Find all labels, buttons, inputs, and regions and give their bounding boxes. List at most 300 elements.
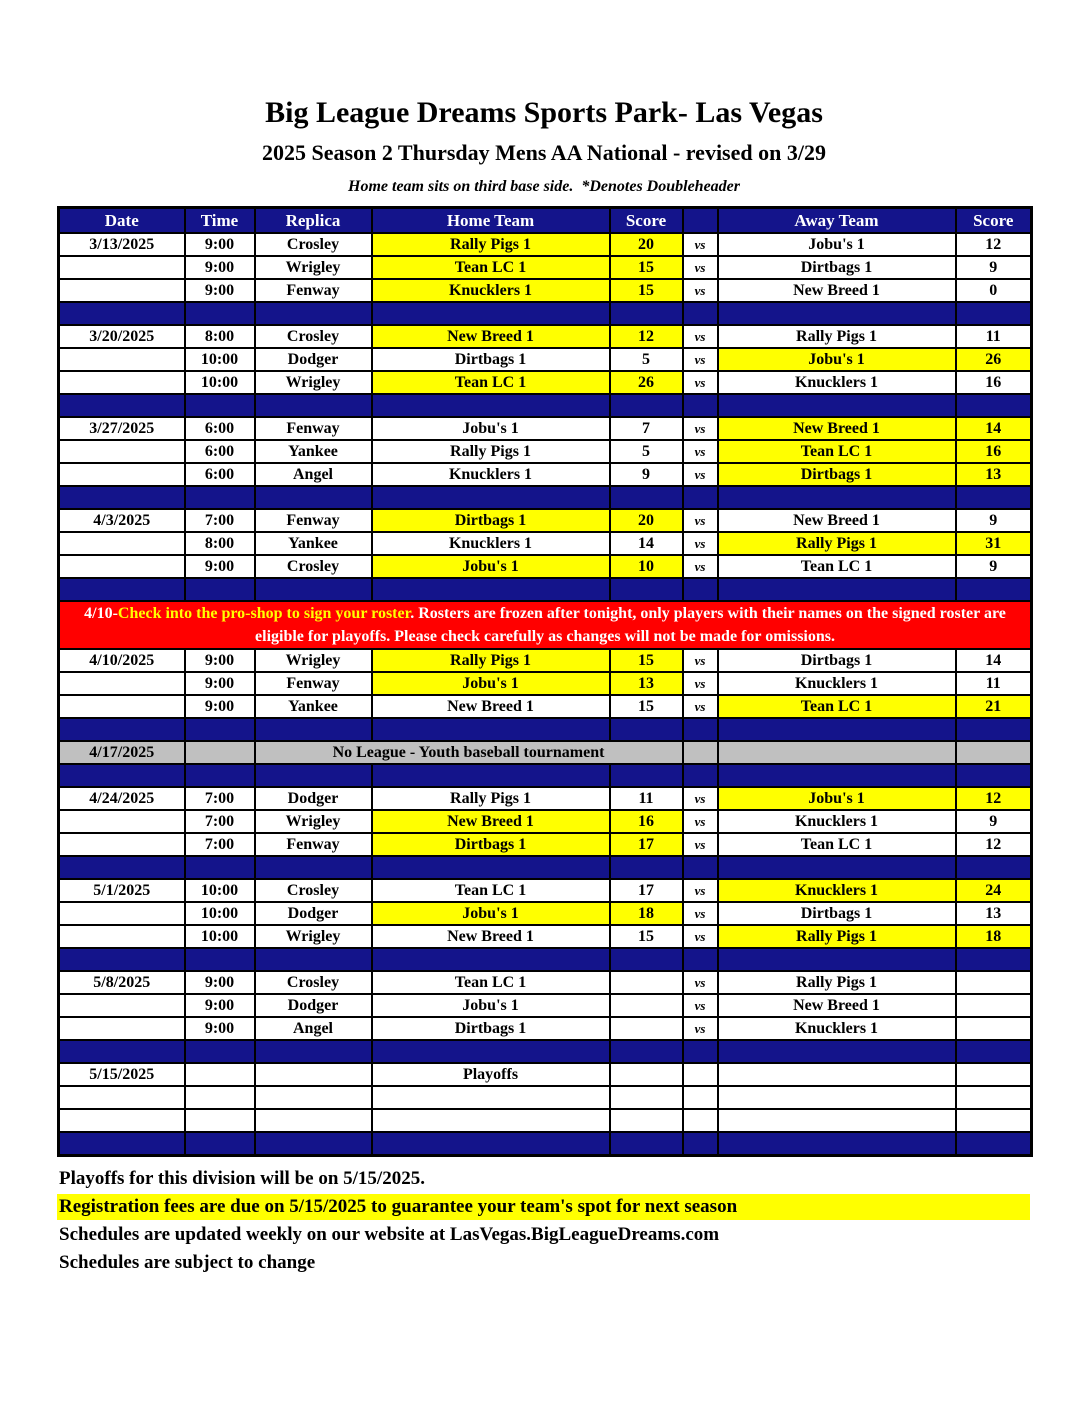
replica-cell: Wrigley — [255, 371, 372, 394]
away-team-cell: New Breed 1 — [718, 994, 956, 1017]
separator-cell — [372, 1132, 610, 1156]
time-cell — [185, 1109, 255, 1132]
away-score-cell: 0 — [956, 279, 1032, 302]
home-team-cell: Jobu's 1 — [372, 672, 610, 695]
time-cell: 9:00 — [185, 233, 255, 256]
home-score-cell — [610, 994, 683, 1017]
away-team-cell: Knucklers 1 — [718, 672, 956, 695]
away-team-cell: Knucklers 1 — [718, 810, 956, 833]
replica-cell: Yankee — [255, 695, 372, 718]
away-score-cell: 11 — [956, 325, 1032, 348]
home-score-cell: 17 — [610, 879, 683, 902]
game-row — [59, 325, 1032, 348]
separator-cell — [255, 302, 372, 325]
header-row — [59, 208, 1032, 234]
home-score-cell: 20 — [610, 233, 683, 256]
separator-cell — [59, 578, 185, 601]
time-cell: 6:00 — [185, 440, 255, 463]
separator-cell — [372, 394, 610, 417]
away-team-cell: Tean LC 1 — [718, 555, 956, 578]
home-score-cell: 12 — [610, 325, 683, 348]
date-cell — [59, 463, 185, 486]
separator-cell — [185, 764, 255, 787]
game-row — [59, 971, 1032, 994]
away-team-cell — [718, 1086, 956, 1109]
date-cell — [59, 440, 185, 463]
separator-cell — [59, 948, 185, 971]
home-team-cell: Tean LC 1 — [372, 371, 610, 394]
banner-prefix: 4/10- — [84, 605, 118, 622]
separator-cell — [255, 486, 372, 509]
date-cell — [59, 256, 185, 279]
away-team-cell: Knucklers 1 — [718, 879, 956, 902]
game-row — [59, 233, 1032, 256]
time-cell: 7:00 — [185, 787, 255, 810]
game-row — [59, 649, 1032, 672]
away-score-cell: 9 — [956, 256, 1032, 279]
replica-cell — [255, 1063, 372, 1086]
vs-cell — [683, 1109, 718, 1132]
replica-cell: Angel — [255, 1017, 372, 1040]
time-cell — [185, 741, 255, 764]
home-score-cell — [610, 1086, 683, 1109]
footer-notes — [57, 1166, 1030, 1276]
time-cell: 10:00 — [185, 879, 255, 902]
replica-cell — [255, 1086, 372, 1109]
away-team-cell: Tean LC 1 — [718, 695, 956, 718]
home-team-cell: Jobu's 1 — [372, 417, 610, 440]
page-subtitle: 2025 Season 2 Thursday Mens AA National - revised on 3/29 — [262, 140, 826, 165]
away-team-cell: Jobu's 1 — [718, 233, 956, 256]
separator-cell — [59, 856, 185, 879]
column-header-replica: Replica — [255, 208, 372, 234]
vs-cell: vs — [683, 279, 718, 302]
separator-cell — [718, 718, 956, 741]
date-cell — [59, 994, 185, 1017]
separator-cell — [956, 578, 1032, 601]
away-score-cell: 18 — [956, 925, 1032, 948]
separator-cell — [372, 718, 610, 741]
separator-cell — [372, 302, 610, 325]
replica-cell: Wrigley — [255, 649, 372, 672]
vs-cell: vs — [683, 994, 718, 1017]
separator-cell — [185, 948, 255, 971]
replica-cell: Fenway — [255, 509, 372, 532]
away-score-cell: 26 — [956, 348, 1032, 371]
separator-cell — [718, 394, 956, 417]
away-score-cell: 11 — [956, 672, 1032, 695]
vs-cell — [683, 741, 718, 764]
vs-cell: vs — [683, 787, 718, 810]
home-team-cell: Jobu's 1 — [372, 994, 610, 1017]
vs-cell: vs — [683, 971, 718, 994]
column-header-home-team: Home Team — [372, 208, 610, 234]
away-score-cell — [956, 1063, 1032, 1086]
time-cell: 9:00 — [185, 695, 255, 718]
playoffs-row — [59, 1063, 1032, 1086]
home-score-cell: 15 — [610, 649, 683, 672]
date-cell — [59, 672, 185, 695]
away-team-cell: Dirtbags 1 — [718, 649, 956, 672]
home-team-cell: Tean LC 1 — [372, 256, 610, 279]
replica-cell: Wrigley — [255, 925, 372, 948]
home-team-cell: Knucklers 1 — [372, 463, 610, 486]
vs-cell: vs — [683, 509, 718, 532]
home-score-cell: 10 — [610, 555, 683, 578]
separator-cell — [185, 1132, 255, 1156]
home-team-cell: Rally Pigs 1 — [372, 233, 610, 256]
replica-cell: Fenway — [255, 833, 372, 856]
date-cell — [59, 695, 185, 718]
time-cell: 6:00 — [185, 417, 255, 440]
vs-cell — [683, 1086, 718, 1109]
separator-cell — [956, 1132, 1032, 1156]
separator-cell — [610, 718, 683, 741]
separator-cell — [185, 856, 255, 879]
time-cell: 10:00 — [185, 902, 255, 925]
game-row — [59, 279, 1032, 302]
column-header-home-score: Score — [610, 208, 683, 234]
separator-cell — [683, 764, 718, 787]
away-score-cell — [956, 994, 1032, 1017]
separator-cell — [956, 1040, 1032, 1063]
column-header-vs — [683, 208, 718, 234]
replica-cell: Angel — [255, 463, 372, 486]
separator-row — [59, 578, 1032, 601]
replica-cell: Yankee — [255, 532, 372, 555]
game-row — [59, 256, 1032, 279]
date-cell: 4/10/2025 — [59, 649, 185, 672]
away-team-cell: Rally Pigs 1 — [718, 971, 956, 994]
replica-cell: Fenway — [255, 279, 372, 302]
replica-cell: Fenway — [255, 672, 372, 695]
home-team-cell: Dirtbags 1 — [372, 509, 610, 532]
replica-cell: Wrigley — [255, 256, 372, 279]
vs-cell: vs — [683, 672, 718, 695]
date-cell: 5/15/2025 — [59, 1063, 185, 1086]
time-cell: 7:00 — [185, 810, 255, 833]
date-cell — [59, 279, 185, 302]
away-team-cell: Tean LC 1 — [718, 833, 956, 856]
vs-cell: vs — [683, 810, 718, 833]
separator-cell — [255, 948, 372, 971]
separator-cell — [610, 1132, 683, 1156]
away-score-cell: 12 — [956, 833, 1032, 856]
time-cell — [185, 1086, 255, 1109]
game-row — [59, 833, 1032, 856]
date-cell — [59, 833, 185, 856]
vs-cell: vs — [683, 440, 718, 463]
separator-row — [59, 856, 1032, 879]
away-score-cell: 14 — [956, 649, 1032, 672]
separator-cell — [956, 718, 1032, 741]
vs-cell: vs — [683, 233, 718, 256]
time-cell: 10:00 — [185, 925, 255, 948]
game-row — [59, 463, 1032, 486]
separator-cell — [683, 718, 718, 741]
separator-cell — [683, 394, 718, 417]
replica-cell: Dodger — [255, 902, 372, 925]
home-team-cell: New Breed 1 — [372, 695, 610, 718]
home-team-cell: Dirtbags 1 — [372, 833, 610, 856]
away-team-cell: Dirtbags 1 — [718, 256, 956, 279]
home-team-cell: Knucklers 1 — [372, 532, 610, 555]
separator-cell — [718, 302, 956, 325]
vs-cell: vs — [683, 925, 718, 948]
replica-cell: Dodger — [255, 787, 372, 810]
separator-cell — [610, 486, 683, 509]
away-score-cell: 12 — [956, 233, 1032, 256]
no-league-row — [59, 741, 1032, 764]
replica-cell: Dodger — [255, 348, 372, 371]
game-row — [59, 371, 1032, 394]
home-score-cell: 9 — [610, 463, 683, 486]
time-cell: 8:00 — [185, 532, 255, 555]
home-team-cell: New Breed 1 — [372, 810, 610, 833]
away-score-cell — [956, 971, 1032, 994]
separator-cell — [255, 856, 372, 879]
separator-cell — [956, 856, 1032, 879]
separator-cell — [683, 302, 718, 325]
home-team-cell: New Breed 1 — [372, 925, 610, 948]
column-header-date: Date — [59, 208, 185, 234]
time-cell: 9:00 — [185, 1017, 255, 1040]
separator-cell — [59, 764, 185, 787]
separator-cell — [956, 302, 1032, 325]
home-team-cell: Jobu's 1 — [372, 902, 610, 925]
date-cell — [59, 371, 185, 394]
separator-cell — [59, 1132, 185, 1156]
date-cell — [59, 532, 185, 555]
replica-cell: Crosley — [255, 879, 372, 902]
separator-cell — [718, 948, 956, 971]
date-cell — [59, 555, 185, 578]
time-cell: 10:00 — [185, 348, 255, 371]
separator-cell — [610, 764, 683, 787]
date-cell — [59, 1017, 185, 1040]
away-team-cell — [718, 1109, 956, 1132]
away-team-cell: Rally Pigs 1 — [718, 925, 956, 948]
away-team-cell: Knucklers 1 — [718, 1017, 956, 1040]
separator-row — [59, 1132, 1032, 1156]
date-cell — [59, 902, 185, 925]
separator-cell — [372, 764, 610, 787]
separator-cell — [718, 1040, 956, 1063]
separator-cell — [59, 394, 185, 417]
away-score-cell: 9 — [956, 810, 1032, 833]
home-team-cell: Rally Pigs 1 — [372, 649, 610, 672]
home-score-cell: 5 — [610, 440, 683, 463]
date-cell: 5/1/2025 — [59, 879, 185, 902]
away-team-cell: New Breed 1 — [718, 279, 956, 302]
away-score-cell: 12 — [956, 787, 1032, 810]
banner-rest: . Rosters are frozen after tonight, only players with their names on the signed roster are eligible for playoffs. Please check carefully as changes will not be made for omissions. — [255, 605, 1006, 645]
home-team-cell: Rally Pigs 1 — [372, 787, 610, 810]
column-header-away-team: Away Team — [718, 208, 956, 234]
game-row — [59, 902, 1032, 925]
roster-banner — [59, 601, 1032, 649]
time-cell: 7:00 — [185, 833, 255, 856]
vs-cell: vs — [683, 833, 718, 856]
vs-cell: vs — [683, 555, 718, 578]
game-row — [59, 879, 1032, 902]
replica-cell: Wrigley — [255, 810, 372, 833]
separator-cell — [372, 948, 610, 971]
separator-cell — [59, 718, 185, 741]
home-score-cell: 14 — [610, 532, 683, 555]
away-team-cell: Tean LC 1 — [718, 440, 956, 463]
date-cell — [59, 348, 185, 371]
away-team-cell: Rally Pigs 1 — [718, 325, 956, 348]
home-score-cell: 13 — [610, 672, 683, 695]
separator-cell — [185, 718, 255, 741]
date-cell: 3/27/2025 — [59, 417, 185, 440]
column-header-away-score: Score — [956, 208, 1032, 234]
separator-cell — [610, 1040, 683, 1063]
replica-cell: Crosley — [255, 233, 372, 256]
vs-cell: vs — [683, 902, 718, 925]
date-cell: 5/8/2025 — [59, 971, 185, 994]
time-cell: 9:00 — [185, 994, 255, 1017]
separator-cell — [255, 718, 372, 741]
separator-cell — [185, 394, 255, 417]
separator-row — [59, 394, 1032, 417]
separator-cell — [718, 486, 956, 509]
separator-cell — [683, 948, 718, 971]
home-score-cell: 17 — [610, 833, 683, 856]
separator-row — [59, 948, 1032, 971]
date-cell — [59, 810, 185, 833]
separator-cell — [610, 394, 683, 417]
vs-cell: vs — [683, 256, 718, 279]
separator-cell — [718, 856, 956, 879]
separator-cell — [683, 578, 718, 601]
home-team-cell — [372, 1086, 610, 1109]
separator-cell — [956, 486, 1032, 509]
time-cell — [185, 1063, 255, 1086]
away-team-cell: Knucklers 1 — [718, 371, 956, 394]
time-cell: 7:00 — [185, 509, 255, 532]
time-cell: 9:00 — [185, 555, 255, 578]
away-score-cell: 13 — [956, 463, 1032, 486]
time-cell: 6:00 — [185, 463, 255, 486]
separator-cell — [372, 578, 610, 601]
away-team-cell: Jobu's 1 — [718, 787, 956, 810]
separator-cell — [255, 1040, 372, 1063]
game-row — [59, 810, 1032, 833]
home-score-cell: 11 — [610, 787, 683, 810]
separator-row — [59, 1040, 1032, 1063]
home-team-cell: Dirtbags 1 — [372, 1017, 610, 1040]
separator-cell — [718, 578, 956, 601]
separator-row — [59, 302, 1032, 325]
away-score-cell — [956, 741, 1032, 764]
separator-cell — [255, 394, 372, 417]
home-team-note: Home team sits on third base side. *Denotes Doubleheader — [348, 178, 740, 195]
time-cell: 9:00 — [185, 971, 255, 994]
separator-cell — [683, 1132, 718, 1156]
away-team-cell: Rally Pigs 1 — [718, 532, 956, 555]
vs-cell — [683, 1063, 718, 1086]
separator-cell — [372, 1040, 610, 1063]
vs-cell: vs — [683, 371, 718, 394]
home-score-cell: 15 — [610, 279, 683, 302]
away-team-cell: Jobu's 1 — [718, 348, 956, 371]
home-team-cell: Jobu's 1 — [372, 555, 610, 578]
away-team-cell — [718, 1063, 956, 1086]
time-cell: 8:00 — [185, 325, 255, 348]
banner-highlight: Check into the pro-shop to sign your roster — [117, 605, 411, 622]
footer-registration-note: Registration fees are due on 5/15/2025 to guarantee your team's spot for next season — [57, 1194, 1030, 1220]
game-row — [59, 348, 1032, 371]
separator-cell — [59, 1040, 185, 1063]
replica-cell: Crosley — [255, 555, 372, 578]
away-score-cell: 16 — [956, 440, 1032, 463]
vs-cell: vs — [683, 532, 718, 555]
separator-cell — [956, 764, 1032, 787]
separator-cell — [610, 948, 683, 971]
footer-website-note: Schedules are updated weekly on our website at LasVegas.BigLeagueDreams.com — [59, 1224, 720, 1245]
away-team-cell: New Breed 1 — [718, 417, 956, 440]
away-score-cell: 9 — [956, 509, 1032, 532]
separator-row — [59, 486, 1032, 509]
game-row — [59, 1017, 1032, 1040]
game-row — [59, 787, 1032, 810]
time-cell: 10:00 — [185, 371, 255, 394]
game-row — [59, 695, 1032, 718]
vs-cell: vs — [683, 879, 718, 902]
vs-cell: vs — [683, 1017, 718, 1040]
playoffs-label-cell: Playoffs — [372, 1063, 610, 1086]
separator-cell — [59, 486, 185, 509]
home-score-cell — [610, 1109, 683, 1132]
away-team-cell: Dirtbags 1 — [718, 463, 956, 486]
vs-cell: vs — [683, 463, 718, 486]
replica-cell: Crosley — [255, 325, 372, 348]
home-score-cell: 5 — [610, 348, 683, 371]
replica-cell: Dodger — [255, 994, 372, 1017]
empty-row — [59, 1109, 1032, 1132]
vs-cell: vs — [683, 417, 718, 440]
away-team-cell — [718, 741, 956, 764]
home-score-cell: 15 — [610, 925, 683, 948]
home-score-cell: 7 — [610, 417, 683, 440]
time-cell: 9:00 — [185, 649, 255, 672]
date-cell — [59, 1086, 185, 1109]
home-team-cell: Tean LC 1 — [372, 971, 610, 994]
separator-cell — [255, 764, 372, 787]
separator-cell — [255, 578, 372, 601]
page-title: Big League Dreams Sports Park- Las Vegas — [265, 96, 823, 129]
separator-cell — [59, 302, 185, 325]
away-team-cell: New Breed 1 — [718, 509, 956, 532]
home-score-cell: 26 — [610, 371, 683, 394]
replica-cell — [255, 1109, 372, 1132]
separator-cell — [956, 948, 1032, 971]
vs-cell: vs — [683, 325, 718, 348]
game-row — [59, 672, 1032, 695]
away-team-cell: Dirtbags 1 — [718, 902, 956, 925]
date-cell: 3/13/2025 — [59, 233, 185, 256]
home-team-cell: Knucklers 1 — [372, 279, 610, 302]
no-league-label: No League - Youth baseball tournament — [255, 741, 683, 764]
separator-cell — [683, 486, 718, 509]
home-score-cell: 16 — [610, 810, 683, 833]
separator-row — [59, 718, 1032, 741]
home-score-cell — [610, 971, 683, 994]
away-score-cell — [956, 1017, 1032, 1040]
separator-row — [59, 764, 1032, 787]
